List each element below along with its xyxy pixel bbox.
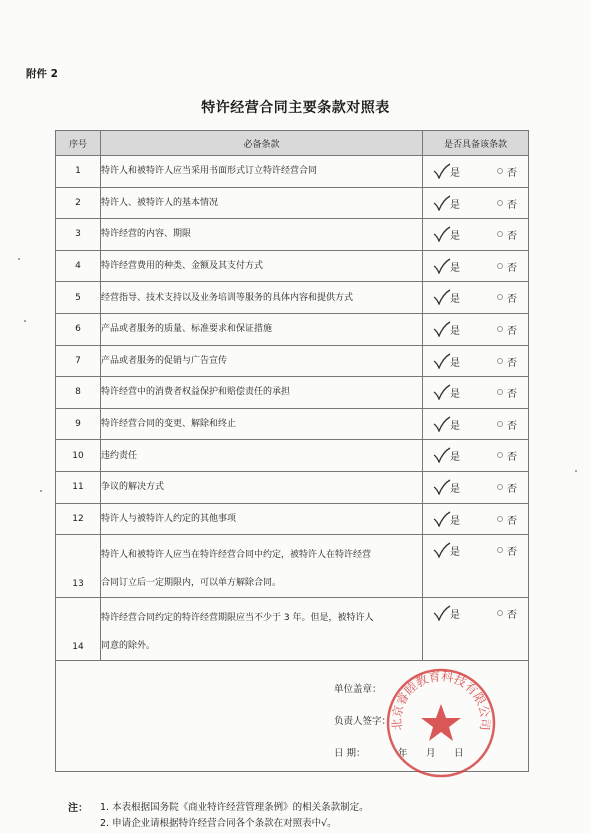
row-number: 1 xyxy=(56,156,101,188)
yes-label: 是 xyxy=(450,452,460,464)
row-number: 12 xyxy=(56,503,101,535)
no-label: 否 xyxy=(507,262,517,274)
clause-line: 特许经营合同约定的特许经营期限应当不少于 3 年。但是，被特许人 xyxy=(101,613,374,624)
yes-label: 是 xyxy=(450,389,460,401)
yes-label: 是 xyxy=(450,294,460,306)
row-number: 10 xyxy=(56,440,101,472)
table-row xyxy=(56,377,529,409)
table-row xyxy=(56,440,529,472)
empty-circle-icon xyxy=(497,389,503,395)
checkmark-icon xyxy=(433,511,451,527)
empty-circle-icon xyxy=(497,200,503,206)
row-clause: 争议的解决方式 xyxy=(101,471,423,503)
checkmark-icon xyxy=(433,605,451,621)
empty-circle-icon xyxy=(497,168,503,174)
empty-circle-icon xyxy=(497,547,503,553)
row-number: 6 xyxy=(56,313,101,345)
checkmark-icon xyxy=(433,542,451,558)
checkmark-icon xyxy=(433,479,451,495)
empty-circle-icon xyxy=(497,421,503,427)
row-clause xyxy=(101,598,423,661)
no-label: 否 xyxy=(507,294,517,306)
scan-speck xyxy=(18,258,20,260)
yes-label: 是 xyxy=(450,199,460,211)
row-number: 9 xyxy=(56,408,101,440)
empty-circle-icon xyxy=(497,484,503,490)
row-check xyxy=(423,156,529,188)
checkmark-icon xyxy=(433,226,451,242)
empty-circle-icon xyxy=(497,326,503,332)
yes-label: 是 xyxy=(450,231,460,243)
row-clause: 产品或者服务的质量、标准要求和保证措施 xyxy=(101,313,423,345)
row-number: 11 xyxy=(56,471,101,503)
table-row xyxy=(56,408,529,440)
checkmark-icon xyxy=(433,384,451,400)
empty-circle-icon xyxy=(497,516,503,522)
table-row xyxy=(56,598,529,661)
row-clause: 特许经营中的消费者权益保护和赔偿责任的承担 xyxy=(101,377,423,409)
scan-speck xyxy=(24,320,26,322)
checkmark-icon xyxy=(433,163,451,179)
checkmark-icon xyxy=(433,258,451,274)
no-label: 否 xyxy=(507,231,517,243)
row-number: 3 xyxy=(56,219,101,251)
row-check xyxy=(423,282,529,314)
empty-circle-icon xyxy=(497,610,503,616)
row-clause: 特许人、被特许人的基本情况 xyxy=(101,187,423,219)
row-check xyxy=(423,535,529,598)
checkmark-icon xyxy=(433,353,451,369)
yes-label: 是 xyxy=(450,483,460,495)
no-label: 否 xyxy=(507,357,517,369)
seal-label: 单位盖章： xyxy=(334,684,382,696)
yes-label: 是 xyxy=(450,515,460,527)
clause-line: 合同订立后一定期限内，可以单方解除合同。 xyxy=(101,578,282,589)
no-label: 否 xyxy=(507,610,517,622)
row-check xyxy=(423,250,529,282)
row-clause xyxy=(101,535,423,598)
row-clause: 产品或者服务的促销与广告宣传 xyxy=(101,345,423,377)
row-check xyxy=(423,377,529,409)
no-label: 否 xyxy=(507,420,517,432)
header-num: 序号 xyxy=(56,131,101,156)
table-row xyxy=(56,535,529,598)
checkmark-icon xyxy=(433,195,451,211)
checkmark-icon xyxy=(433,416,451,432)
empty-circle-icon xyxy=(497,263,503,269)
row-check xyxy=(423,471,529,503)
table-row xyxy=(56,503,529,535)
row-check xyxy=(423,598,529,661)
row-number: 13 xyxy=(56,535,101,598)
company-seal xyxy=(384,666,498,780)
row-check xyxy=(423,440,529,472)
row-number: 2 xyxy=(56,187,101,219)
table-row xyxy=(56,250,529,282)
row-check xyxy=(423,313,529,345)
clause-line: 特许人和被特许人应当在特许经营合同中约定，被特许人在特许经营 xyxy=(101,550,372,561)
row-check xyxy=(423,187,529,219)
yes-label: 是 xyxy=(450,325,460,337)
row-number: 5 xyxy=(56,282,101,314)
date-day: 日 xyxy=(454,748,464,760)
empty-circle-icon xyxy=(497,358,503,364)
row-clause: 特许经营费用的种类、金额及其支付方式 xyxy=(101,250,423,282)
table-row xyxy=(56,187,529,219)
signature-label: 负责人签字： xyxy=(334,716,392,728)
notes-label: 注： xyxy=(68,803,88,814)
no-label: 否 xyxy=(507,515,517,527)
row-clause: 违约责任 xyxy=(101,440,423,472)
yes-label: 是 xyxy=(450,547,460,559)
no-label: 否 xyxy=(507,547,517,559)
row-number: 7 xyxy=(56,345,101,377)
scan-speck xyxy=(575,470,577,472)
no-label: 否 xyxy=(507,325,517,337)
row-check xyxy=(423,219,529,251)
date-label: 日 期： xyxy=(334,748,366,760)
note-2: 2. 申请企业请根据特许经营合同各个条款在对照表中√。 xyxy=(100,818,337,829)
row-check xyxy=(423,408,529,440)
yes-label: 是 xyxy=(450,357,460,369)
yes-label: 是 xyxy=(450,420,460,432)
checkmark-icon xyxy=(433,289,451,305)
date-month: 月 xyxy=(426,748,436,760)
header-check: 是否具备该条款 xyxy=(423,131,529,156)
table-row xyxy=(56,219,529,251)
date-year: 年 xyxy=(398,748,408,760)
row-number: 14 xyxy=(56,598,101,661)
no-label: 否 xyxy=(507,168,517,179)
yes-label: 是 xyxy=(450,610,460,622)
header-clause: 必备条款 xyxy=(101,131,423,156)
seal-text: 北京睿睦教育科技有限公司 xyxy=(389,669,493,732)
row-number: 4 xyxy=(56,250,101,282)
no-label: 否 xyxy=(507,483,517,495)
clause-line: 同意的除外。 xyxy=(101,641,156,652)
document-title: 特许经营合同主要条款对照表 xyxy=(201,100,390,116)
table-row xyxy=(56,282,529,314)
checkmark-icon xyxy=(433,321,451,337)
row-check xyxy=(423,345,529,377)
empty-circle-icon xyxy=(497,294,503,300)
row-clause: 特许人与被特许人约定的其他事项 xyxy=(101,503,423,535)
no-label: 否 xyxy=(507,389,517,401)
table-row xyxy=(56,471,529,503)
no-label: 否 xyxy=(507,199,517,211)
row-check xyxy=(423,503,529,535)
note-1: 1. 本表根据国务院《商业特许经营管理条例》的相关条款制定。 xyxy=(100,802,369,813)
scan-speck xyxy=(40,490,42,492)
row-clause: 特许经营合同的变更、解除和终止 xyxy=(101,408,423,440)
row-clause: 特许经营的内容、期限 xyxy=(101,219,423,251)
row-clause: 经营指导、技术支持以及业务培训等服务的具体内容和提供方式 xyxy=(101,282,423,314)
row-number: 8 xyxy=(56,377,101,409)
row-clause: 特许人和被特许人应当采用书面形式订立特许经营合同 xyxy=(101,156,423,188)
empty-circle-icon xyxy=(497,231,503,237)
table-row xyxy=(56,156,529,188)
no-label: 否 xyxy=(507,452,517,464)
checkmark-icon xyxy=(433,447,451,463)
attachment-label: 附件 2 xyxy=(26,68,58,80)
yes-label: 是 xyxy=(450,262,460,274)
yes-label: 是 xyxy=(450,168,460,179)
empty-circle-icon xyxy=(497,452,503,458)
table-row xyxy=(56,345,529,377)
table-row xyxy=(56,313,529,345)
